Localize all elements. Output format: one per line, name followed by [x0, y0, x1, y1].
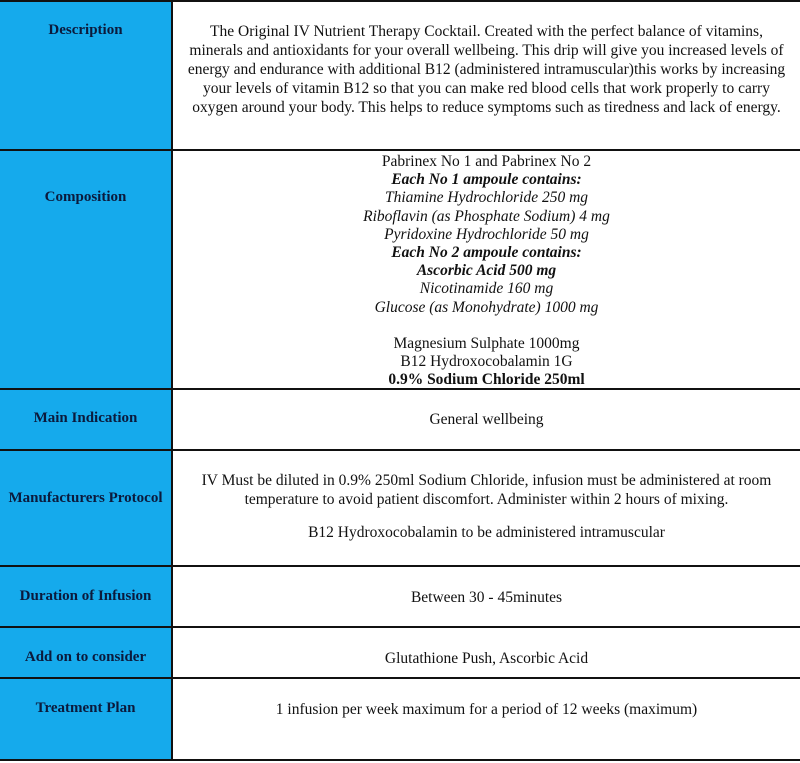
indication-text: General wellbeing — [429, 411, 544, 428]
row-plan — [0, 677, 800, 761]
comp-line: Pyridoxine Hydrochloride 50 mg — [384, 225, 589, 243]
row-protocol — [0, 449, 800, 567]
addon-text: Glutathione Push, Ascorbic Acid — [384, 650, 589, 667]
value-cell — [173, 390, 800, 451]
label-cell — [0, 679, 173, 759]
comp-line: B12 Hydroxocobalamin 1G — [400, 353, 573, 371]
label-indication: Main Indication — [33, 410, 138, 426]
value-cell — [173, 628, 800, 679]
label-cell — [0, 2, 173, 150]
row-composition — [0, 149, 800, 390]
label-cell — [0, 567, 173, 628]
label-plan: Treatment Plan — [35, 700, 136, 716]
comp-heading: Each No 1 ampoule contains: — [391, 171, 582, 189]
value-cell — [173, 151, 800, 390]
label-description: Description — [48, 22, 123, 38]
label-cell — [0, 151, 173, 390]
value-cell — [173, 2, 800, 150]
protocol-text: IV Must be diluted in 0.9% 250ml Sodium Chloride, infusion must be administered at room temperature to avoid patient discomfort. Administer within 2 hours of mixing. — [201, 472, 772, 508]
comp-line: 0.9% Sodium Chloride 250ml — [388, 371, 585, 389]
plan-text: 1 infusion per week maximum for a period of 12 weeks (maximum) — [275, 701, 698, 718]
comp-line: Glucose (as Monohydrate) 1000 mg — [374, 298, 599, 316]
label-cell — [0, 390, 173, 451]
label-addon: Add on to consider — [24, 649, 147, 665]
comp-line: Thiamine Hydrochloride 250 mg — [384, 189, 589, 207]
label-composition: Composition — [44, 189, 127, 205]
label-cell — [0, 451, 173, 567]
comp-line: Pabrinex No 1 and Pabrinex No 2 — [381, 153, 592, 170]
value-cell — [173, 679, 800, 759]
comp-line: Riboflavin (as Phosphate Sodium) 4 mg — [363, 207, 610, 225]
label-protocol: Manufacturers Protocol — [8, 490, 163, 506]
comp-line: Ascorbic Acid 500 mg — [416, 262, 557, 280]
description-text: The Original IV Nutrient Therapy Cocktail. Created with the perfect balance of vitamins, minerals and antioxidants for your overall wellbeing. This drip will give you increased levels of energy and endurance with additional B12 (administered intramuscular)this works by increasing your levels of vitamin B12 so that you can make red blood cells that work properly to carry oxygen around your body. This helps to reduce symptoms such as tiredness and lack of energy. — [187, 23, 786, 116]
row-duration — [0, 565, 800, 628]
comp-heading: Each No 2 ampoule contains: — [391, 244, 582, 262]
row-indication — [0, 388, 800, 451]
comp-line: Nicotinamide 160 mg — [419, 280, 554, 298]
duration-text: Between 30 - 45minutes — [410, 589, 563, 606]
value-cell — [173, 567, 800, 628]
row-description — [0, 0, 800, 150]
value-cell — [173, 451, 800, 567]
label-duration: Duration of Infusion — [19, 588, 152, 604]
row-addon — [0, 626, 800, 679]
comp-line: Magnesium Sulphate 1000mg — [393, 334, 580, 352]
protocol-text-2: B12 Hydroxocobalamin to be administered intramuscular — [308, 524, 665, 541]
label-cell — [0, 628, 173, 679]
